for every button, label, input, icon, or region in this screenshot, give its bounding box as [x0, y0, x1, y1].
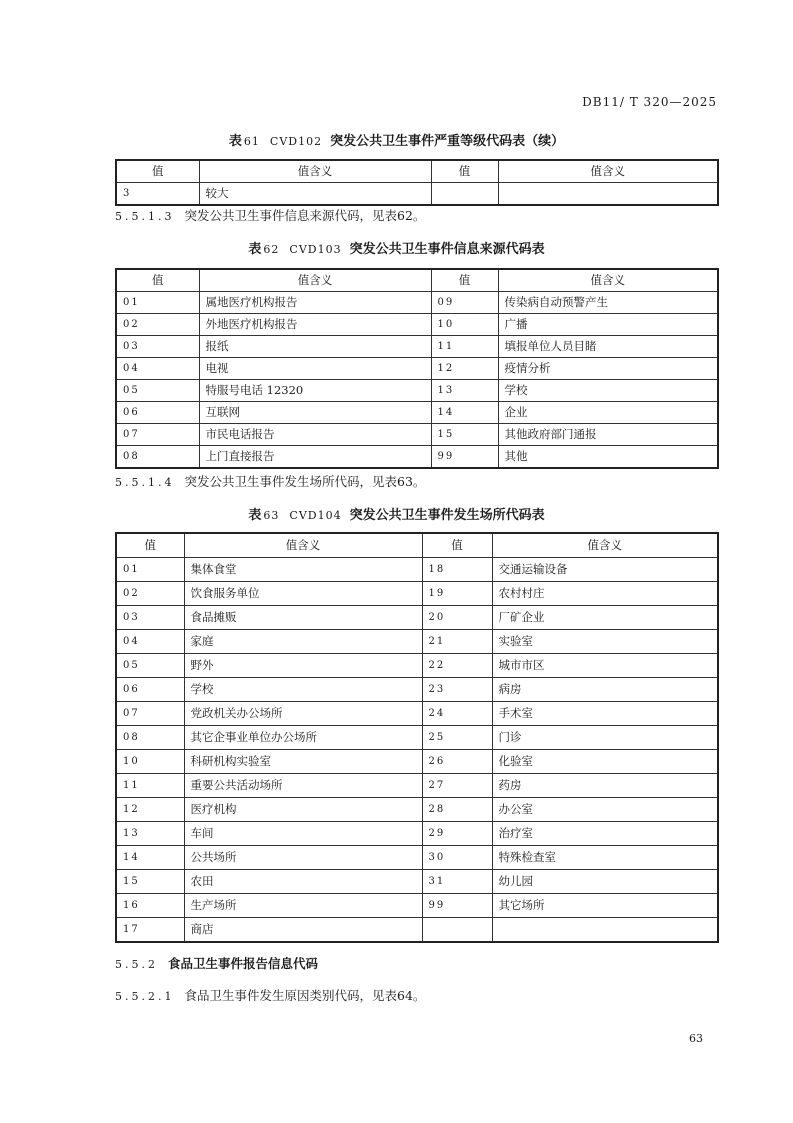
- column-header: 值: [431, 269, 498, 292]
- table-row: [116, 846, 718, 870]
- table-row: [116, 870, 718, 894]
- meaning-cell: 饮食服务单位: [184, 582, 422, 606]
- table-row: [116, 798, 718, 822]
- table-63: [115, 532, 719, 943]
- meaning-cell: 其它企事业单位办公场所: [184, 726, 422, 750]
- caption-title: 突发公共卫生事件发生场所代码表: [349, 508, 545, 523]
- table-row: [116, 702, 718, 726]
- meaning-cell: 交通运输设备: [492, 558, 718, 582]
- clause-text: 食品卫生事件报告信息代码: [168, 956, 319, 971]
- column-header: 值: [116, 269, 199, 292]
- meaning-cell: 医疗机构: [184, 798, 422, 822]
- meaning-cell: 其它场所: [492, 894, 718, 918]
- column-header: 值含义: [199, 269, 431, 292]
- clause-number: 5.5.2.1: [115, 990, 175, 1003]
- code-cell: 15: [116, 870, 184, 894]
- meaning-cell: [498, 183, 718, 206]
- column-header: 值: [116, 533, 184, 558]
- meaning-cell: 其他: [498, 446, 718, 469]
- table-row: [116, 750, 718, 774]
- table-row: [116, 402, 718, 424]
- caption-title: 突发公共卫生事件信息来源代码表: [349, 242, 545, 257]
- meaning-cell: 电视: [199, 358, 431, 380]
- table-row: [116, 424, 718, 446]
- code-cell: 04: [116, 358, 199, 380]
- table-row: [116, 654, 718, 678]
- meaning-cell: 科研机构实验室: [184, 750, 422, 774]
- code-cell: 06: [116, 678, 184, 702]
- code-cell: 15: [431, 424, 498, 446]
- code-cell: 11: [431, 336, 498, 358]
- clause-number: 5.5.2: [115, 958, 158, 971]
- caption-code: CVD103: [289, 243, 342, 256]
- column-header: 值含义: [498, 160, 718, 183]
- meaning-cell: 商店: [184, 918, 422, 943]
- meaning-cell: [492, 918, 718, 943]
- table-row: [116, 726, 718, 750]
- meaning-cell: 化验室: [492, 750, 718, 774]
- table-row: [116, 606, 718, 630]
- table-row: [116, 558, 718, 582]
- code-cell: 22: [422, 654, 492, 678]
- meaning-cell: 农田: [184, 870, 422, 894]
- code-cell: 03: [116, 606, 184, 630]
- standard-number: DB11/ T 320—2025: [582, 95, 717, 109]
- clause-text: 突发公共卫生事件发生场所代码，见表63。: [184, 474, 426, 489]
- column-header: 值含义: [199, 160, 431, 183]
- table-row: [116, 774, 718, 798]
- meaning-cell: 办公室: [492, 798, 718, 822]
- column-header: 值含义: [184, 533, 422, 558]
- code-cell: 10: [431, 314, 498, 336]
- code-cell: [431, 183, 498, 206]
- table-row: [116, 358, 718, 380]
- caption-prefix: 表: [248, 242, 262, 257]
- meaning-cell: 外地医疗机构报告: [199, 314, 431, 336]
- meaning-cell: 家庭: [184, 630, 422, 654]
- table-row: [116, 446, 718, 469]
- table-row: [116, 380, 718, 402]
- table-row: [116, 894, 718, 918]
- code-cell: 13: [116, 822, 184, 846]
- code-cell: 3: [116, 183, 199, 206]
- meaning-cell: 学校: [498, 380, 718, 402]
- meaning-cell: 车间: [184, 822, 422, 846]
- table-61: [115, 159, 719, 206]
- clause-number: 5.5.1.4: [115, 476, 175, 489]
- code-cell: 10: [116, 750, 184, 774]
- code-cell: 99: [422, 894, 492, 918]
- code-cell: 26: [422, 750, 492, 774]
- code-cell: 08: [116, 446, 199, 469]
- meaning-cell: 特服号电话 12320: [199, 380, 431, 402]
- column-header: 值: [431, 160, 498, 183]
- code-cell: 21: [422, 630, 492, 654]
- caption-title: 突发公共卫生事件严重等级代码表（续）: [330, 134, 565, 149]
- code-cell: 25: [422, 726, 492, 750]
- clause-text: 突发公共卫生事件信息来源代码，见表62。: [184, 208, 426, 223]
- meaning-cell: 企业: [498, 402, 718, 424]
- code-cell: 02: [116, 582, 184, 606]
- caption-number: 61: [243, 135, 260, 148]
- meaning-cell: 报纸: [199, 336, 431, 358]
- table-63-caption: [0, 504, 793, 523]
- column-header: 值含义: [498, 269, 718, 292]
- meaning-cell: 公共场所: [184, 846, 422, 870]
- meaning-cell: 互联网: [199, 402, 431, 424]
- column-header: 值含义: [492, 533, 718, 558]
- code-cell: 05: [116, 654, 184, 678]
- code-cell: 04: [116, 630, 184, 654]
- code-cell: 12: [116, 798, 184, 822]
- meaning-cell: 手术室: [492, 702, 718, 726]
- caption-prefix: 表: [228, 134, 242, 149]
- meaning-cell: 城市市区: [492, 654, 718, 678]
- table-row: [116, 582, 718, 606]
- meaning-cell: 疫情分析: [498, 358, 718, 380]
- clause-text: 食品卫生事件发生原因类别代码，见表64。: [184, 988, 426, 1003]
- code-cell: 16: [116, 894, 184, 918]
- clause-number: 5.5.1.3: [115, 210, 175, 223]
- caption-prefix: 表: [248, 508, 262, 523]
- meaning-cell: 广播: [498, 314, 718, 336]
- meaning-cell: 门诊: [492, 726, 718, 750]
- meaning-cell: 实验室: [492, 630, 718, 654]
- code-cell: 13: [431, 380, 498, 402]
- meaning-cell: 生产场所: [184, 894, 422, 918]
- code-cell: 27: [422, 774, 492, 798]
- meaning-cell: 属地医疗机构报告: [199, 292, 431, 314]
- meaning-cell: 市民电话报告: [199, 424, 431, 446]
- table-61-caption: [0, 130, 793, 149]
- meaning-cell: 厂矿企业: [492, 606, 718, 630]
- column-header: 值: [116, 160, 199, 183]
- clause-5-5-2: [115, 954, 318, 972]
- caption-code: CVD104: [289, 509, 342, 522]
- table-row: [116, 336, 718, 358]
- code-cell: 01: [116, 292, 199, 314]
- code-cell: 17: [116, 918, 184, 943]
- caption-code: CVD102: [269, 135, 323, 148]
- meaning-cell: 党政机关办公场所: [184, 702, 422, 726]
- code-cell: 12: [431, 358, 498, 380]
- code-cell: 24: [422, 702, 492, 726]
- table-header-row: [116, 160, 718, 183]
- code-cell: 14: [431, 402, 498, 424]
- meaning-cell: 农村村庄: [492, 582, 718, 606]
- code-cell: 11: [116, 774, 184, 798]
- table-62: [115, 268, 719, 469]
- table-row: [116, 292, 718, 314]
- clause-5-5-1-3: [115, 206, 425, 224]
- caption-number: 62: [263, 243, 280, 256]
- meaning-cell: 野外: [184, 654, 422, 678]
- code-cell: 18: [422, 558, 492, 582]
- clause-5-5-2-1: [115, 986, 425, 1004]
- code-cell: 03: [116, 336, 199, 358]
- code-cell: 23: [422, 678, 492, 702]
- meaning-cell: 食品摊贩: [184, 606, 422, 630]
- meaning-cell: 上门直接报告: [199, 446, 431, 469]
- meaning-cell: 学校: [184, 678, 422, 702]
- table-row: [116, 183, 718, 206]
- code-cell: 29: [422, 822, 492, 846]
- clause-5-5-1-4: [115, 472, 425, 490]
- table-row: [116, 822, 718, 846]
- page-number: 63: [689, 1032, 703, 1045]
- meaning-cell: 其他政府部门通报: [498, 424, 718, 446]
- table-row: [116, 630, 718, 654]
- meaning-cell: 治疗室: [492, 822, 718, 846]
- code-cell: 05: [116, 380, 199, 402]
- code-cell: 30: [422, 846, 492, 870]
- table-row: [116, 678, 718, 702]
- table-header-row: [116, 533, 718, 558]
- code-cell: [422, 918, 492, 943]
- meaning-cell: 幼儿园: [492, 870, 718, 894]
- code-cell: 20: [422, 606, 492, 630]
- code-cell: 99: [431, 446, 498, 469]
- meaning-cell: 重要公共活动场所: [184, 774, 422, 798]
- column-header: 值: [422, 533, 492, 558]
- meaning-cell: 填报单位人员目睹: [498, 336, 718, 358]
- meaning-cell: 集体食堂: [184, 558, 422, 582]
- table-row: [116, 314, 718, 336]
- code-cell: 14: [116, 846, 184, 870]
- meaning-cell: 特殊检查室: [492, 846, 718, 870]
- code-cell: 01: [116, 558, 184, 582]
- table-row: [116, 918, 718, 943]
- code-cell: 28: [422, 798, 492, 822]
- meaning-cell: 传染病自动预警产生: [498, 292, 718, 314]
- code-cell: 08: [116, 726, 184, 750]
- code-cell: 06: [116, 402, 199, 424]
- code-cell: 02: [116, 314, 199, 336]
- code-cell: 31: [422, 870, 492, 894]
- meaning-cell: 药房: [492, 774, 718, 798]
- table-header-row: [116, 269, 718, 292]
- code-cell: 09: [431, 292, 498, 314]
- code-cell: 07: [116, 424, 199, 446]
- code-cell: 07: [116, 702, 184, 726]
- meaning-cell: 较大: [199, 183, 431, 206]
- meaning-cell: 病房: [492, 678, 718, 702]
- code-cell: 19: [422, 582, 492, 606]
- table-62-caption: [0, 238, 793, 257]
- caption-number: 63: [263, 509, 280, 522]
